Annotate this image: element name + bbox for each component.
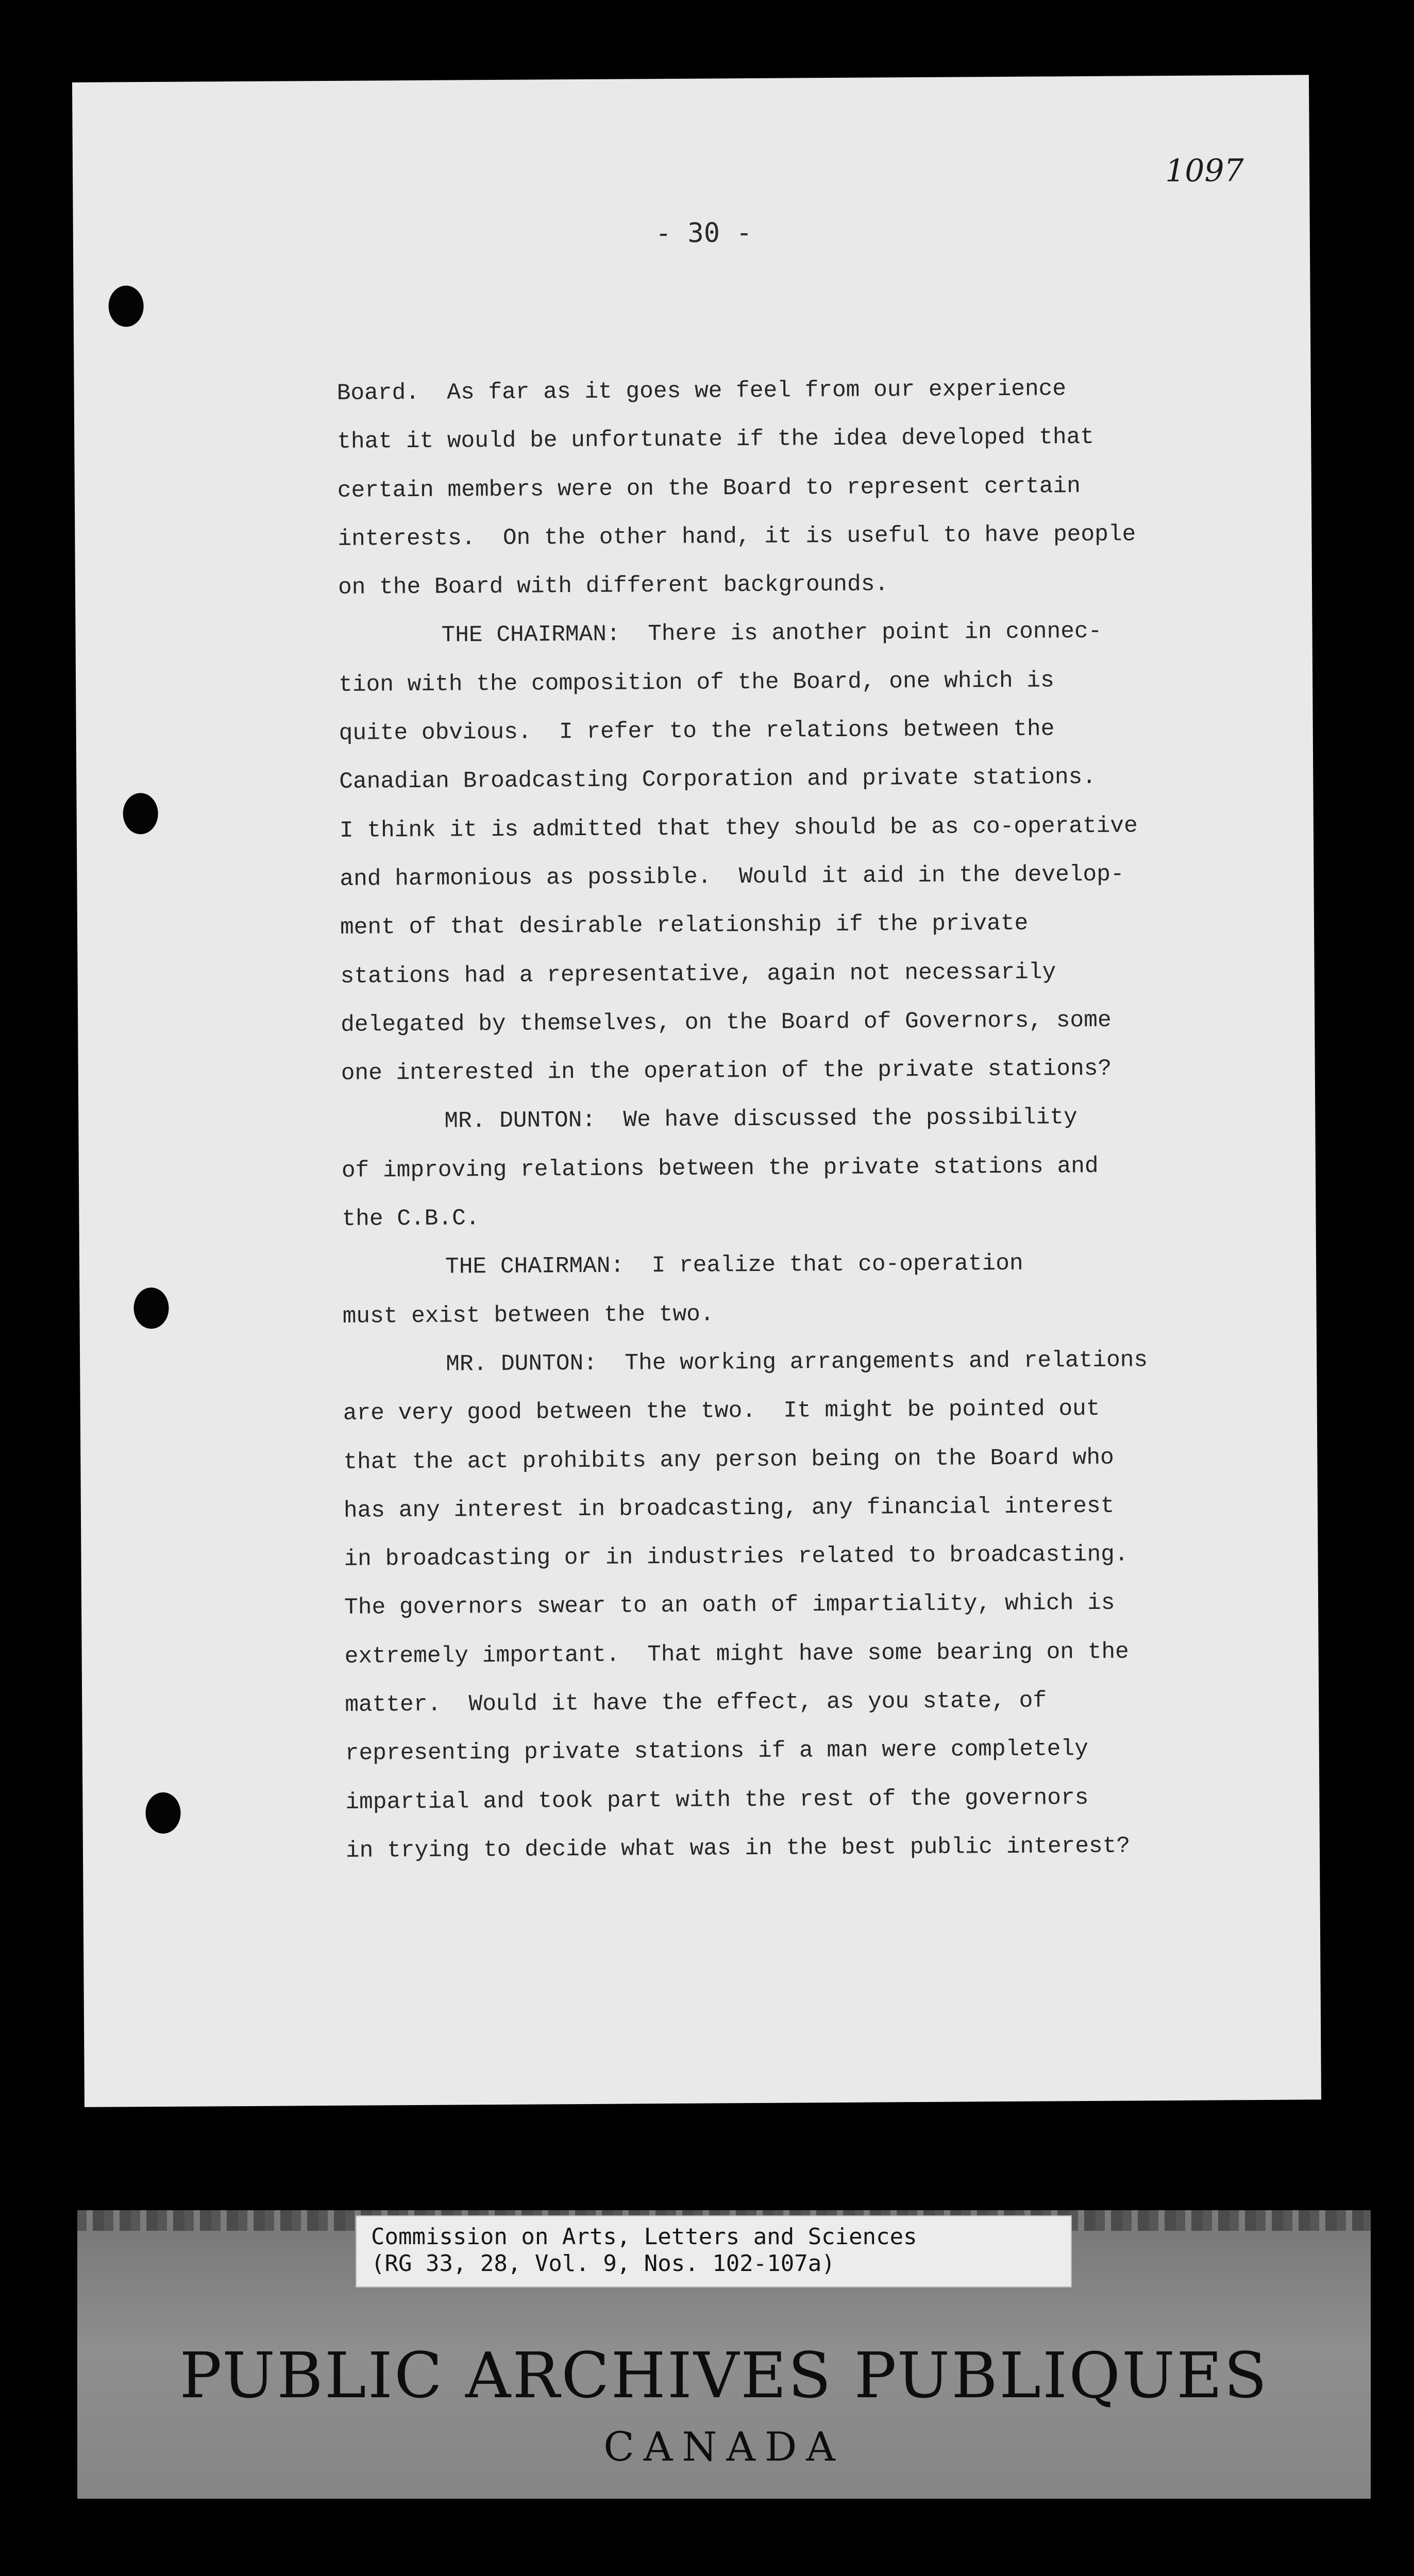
transcript-line: interests. On the other hand, it is useful to have people [338, 521, 1136, 552]
archive-reference-label [356, 2215, 1072, 2287]
archive-label-line: Commission on Arts, Letters and Sciences [371, 2224, 917, 2250]
transcript-line: certain members were on the Board to represent certain [337, 473, 1081, 504]
transcript-line: Board. As far as it goes we feel from our experience [336, 376, 1067, 406]
archive-stamp-title: PUBLIC ARCHIVES PUBLIQUES [179, 2339, 1269, 2412]
transcript-line: that the act prohibits any person being on the Board who [343, 1445, 1114, 1476]
transcript-line: are very good between the two. It might be pointed out [343, 1396, 1100, 1427]
transcript-line: one interested in the operation of the private stations? [341, 1056, 1112, 1087]
transcript-line: MR. DUNTON: We have discussed the possibility [444, 1105, 1078, 1135]
transcript-line: I think it is admitted that they should be as co-operative [339, 813, 1138, 844]
transcript-line: matter. Would it have the effect, as you state, of [345, 1688, 1047, 1718]
transcript-line: quite obvious. I refer to the relations between the [339, 716, 1055, 747]
transcript-line: THE CHAIRMAN: I realize that co-operation [445, 1251, 1023, 1280]
punch-hole-icon [133, 1287, 169, 1329]
transcript-line: the C.B.C. [342, 1206, 480, 1232]
transcript-line: stations had a representative, again not necessarily [340, 959, 1056, 990]
transcript-line: representing private stations if a man were completely [345, 1736, 1088, 1767]
archive-label-line: (RG 33, 28, Vol. 9, Nos. 102-107a) [371, 2250, 835, 2277]
transcript-line: THE CHAIRMAN: There is another point in connec- [441, 619, 1102, 649]
transcript-line: Canadian Broadcasting Corporation and private stations. [339, 765, 1097, 795]
transcript-line: extremely important. That might have some bearing on the [344, 1639, 1129, 1670]
handwritten-folio-number: 1097 [1165, 152, 1244, 190]
transcript-line: has any interest in broadcasting, any financial interest [343, 1493, 1115, 1524]
punch-hole-icon [108, 285, 143, 327]
typed-transcript-text [336, 364, 1253, 1875]
transcript-line: of improving relations between the private stations and [341, 1153, 1099, 1184]
transcript-line: ment of that desirable relationship if the private [340, 910, 1029, 941]
document-page [72, 75, 1321, 2107]
archive-stamp-country: CANADA [603, 2424, 845, 2470]
transcript-line: tion with the composition of the Board, one which is [339, 668, 1054, 698]
transcript-line: in trying to decide what was in the best public interest? [345, 1833, 1131, 1864]
transcript-line: must exist between the two. [342, 1301, 714, 1330]
transcript-line: on the Board with different backgrounds. [338, 571, 889, 601]
transcript-line: in broadcasting or in industries related to broadcasting. [344, 1541, 1129, 1572]
transcript-line: delegated by themselves, on the Board of Governors, some [341, 1007, 1112, 1038]
punch-hole-icon [123, 793, 158, 834]
transcript-line: impartial and took part with the rest of the governors [345, 1785, 1089, 1816]
transcript-line: that it would be unfortunate if the idea developed that [337, 425, 1095, 455]
transcript-line: and harmonious as possible. Would it aid in the develop- [340, 861, 1124, 892]
transcript-line: MR. DUNTON: The working arrangements and relations [446, 1347, 1148, 1378]
punch-hole-icon [145, 1792, 180, 1834]
transcript-line: The governors swear to an oath of impartiality, which is [344, 1590, 1115, 1621]
page-number: - 30 - [655, 217, 752, 249]
